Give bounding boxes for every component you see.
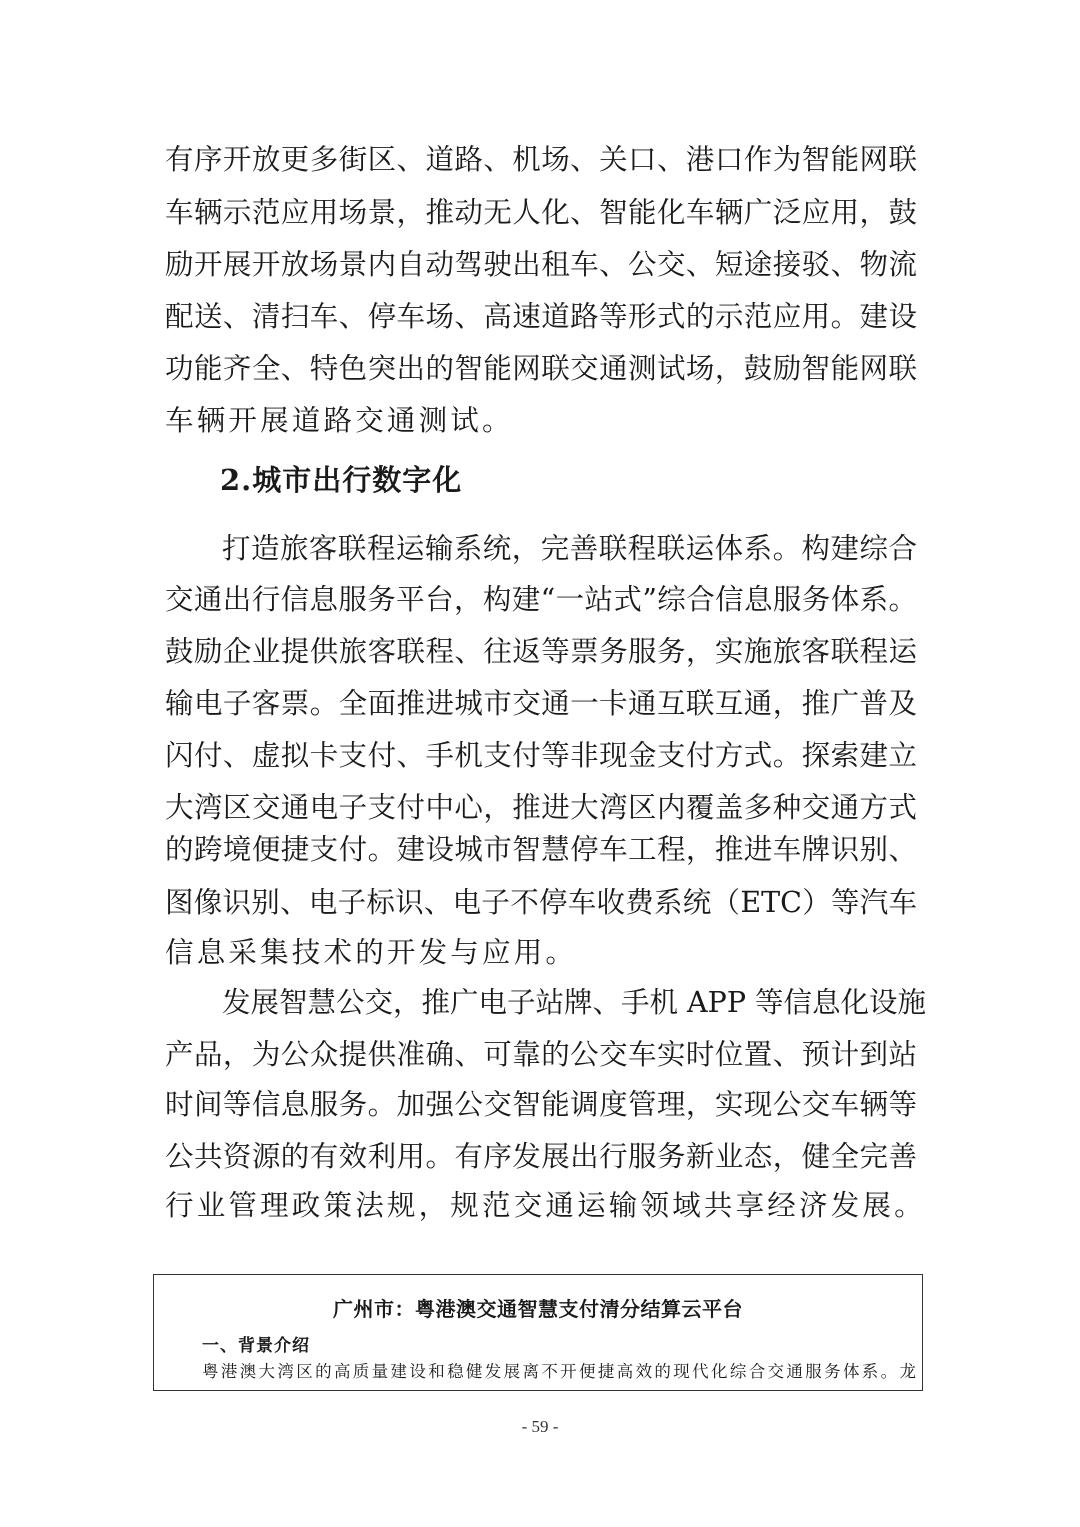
- text-line: 图像识别、电子标识、电子不停车收费系统（ETC）等汽车: [165, 886, 917, 919]
- text-line: 励开展开放场景内自动驾驶出租车、公交、短途接驳、物流: [165, 248, 917, 281]
- text-line: 行业管理政策法规，规范交通运输领域共享经济发展。: [165, 1189, 926, 1222]
- text-line: 配送、清扫车、停车场、高速道路等形式的示范应用。建设: [165, 300, 917, 333]
- case-study-title: 广州市：粤港澳交通智慧支付清分结算云平台: [333, 1297, 743, 1321]
- text-line: 发展智慧公交，推广电子站牌、手机 APP 等信息化设施: [222, 986, 927, 1019]
- text-line: 车辆开展道路交通测试。: [165, 404, 514, 437]
- text-line: 有序开放更多街区、道路、机场、关口、港口作为智能网联: [165, 143, 917, 176]
- text-line: 功能齐全、特色突出的智能网联交通测试场，鼓励智能网联: [165, 352, 917, 385]
- text-line: 时间等信息服务。加强公交智能调度管理，实现公交车辆等: [165, 1088, 917, 1121]
- text-line: 打造旅客联程运输系统，完善联程联运体系。构建综合: [222, 532, 917, 565]
- case-study-text: 粤港澳大湾区的高质量建设和稳健发展离不开便捷高效的现代化综合交通服务体系。龙: [202, 1362, 916, 1381]
- text-line: 公共资源的有效利用。有序发展出行服务新业态，健全完善: [165, 1140, 917, 1173]
- text-line: 的跨境便捷支付。建设城市智慧停车工程，推进车牌识别、: [165, 833, 917, 866]
- text-line: 交通出行信息服务平台，构建“一站式”综合信息服务体系。: [165, 583, 917, 616]
- text-line: 信息采集技术的开发与应用。: [165, 936, 578, 969]
- text-line: 大湾区交通电子支付中心，推进大湾区内覆盖多种交通方式: [165, 791, 917, 824]
- case-study-box: [153, 1274, 923, 1391]
- page-number: - 59 -: [521, 1417, 559, 1436]
- case-study-subheading: 一、背景介绍: [202, 1336, 310, 1356]
- text-line: 产品，为公众提供准确、可靠的公交车实时位置、预计到站: [165, 1038, 917, 1071]
- text-line: 车辆示范应用场景，推动无人化、智能化车辆广泛应用，鼓: [165, 196, 917, 229]
- section-heading: 2.城市出行数字化: [220, 463, 463, 497]
- text-line: 鼓励企业提供旅客联程、往返等票务服务，实施旅客联程运: [165, 635, 917, 668]
- text-line: 闪付、虚拟卡支付、手机支付等非现金支付方式。探索建立: [165, 739, 917, 772]
- text-line: 输电子客票。全面推进城市交通一卡通互联互通，推广普及: [165, 687, 917, 720]
